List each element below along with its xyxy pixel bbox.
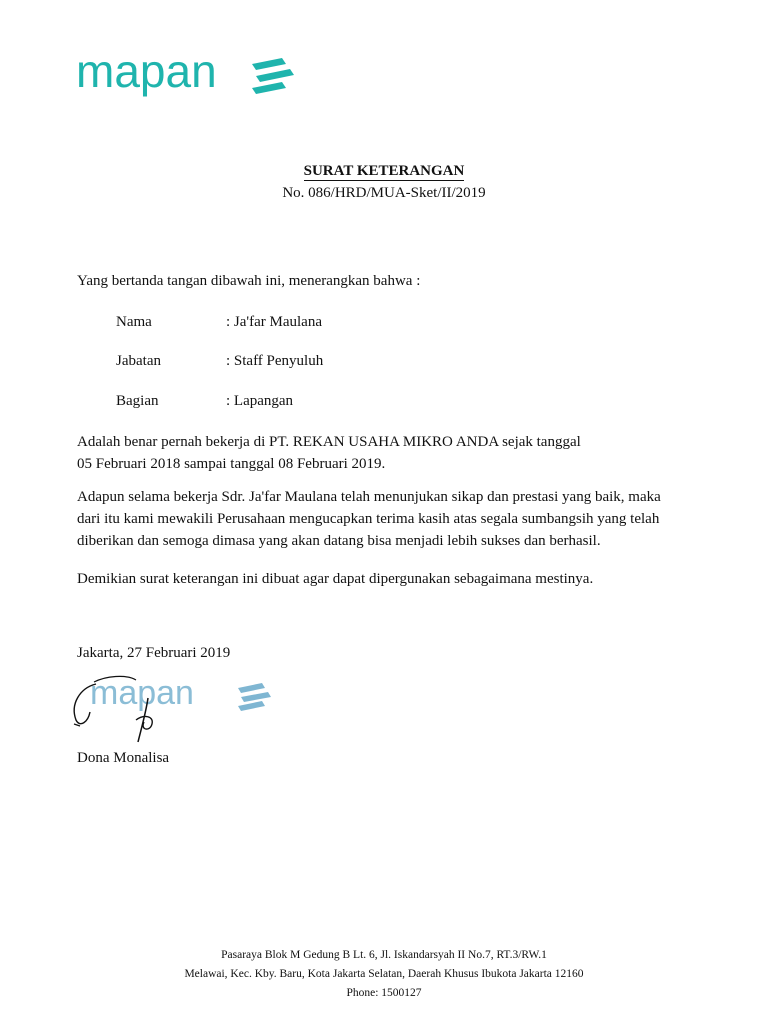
paragraph-line: 05 Februari 2018 sampai tanggal 08 Februari 2019. (77, 456, 386, 472)
letter-title (0, 163, 768, 180)
detail-value: : Lapangan (226, 393, 294, 409)
letter-title-text: SURAT KETERANGAN (303, 163, 465, 179)
stamp-wordmark: mapan (90, 674, 194, 712)
company-logo (76, 44, 306, 104)
paragraph-line: Adapun selama bekerja Sdr. Ja'far Maulana telah menunjukan sikap dan prestasi yang baik, maka (77, 489, 661, 505)
detail-label: Bagian (116, 393, 159, 409)
company-address-footer (0, 946, 768, 1003)
intro-text: Yang bertanda tangan dibawah ini, menerangkan bahwa : (77, 273, 421, 289)
detail-value: : Staff Penyuluh (226, 353, 324, 369)
paragraph-line: Adalah benar pernah bekerja di PT. REKAN USAHA MIKRO ANDA sejak tanggal (77, 434, 581, 450)
footer-address-line: Melawai, Kec. Kby. Baru, Kota Jakarta Selatan, Daerah Khusus Ibukota Jakarta 12160 (184, 968, 584, 980)
detail-value: : Ja'far Maulana (226, 314, 322, 330)
detail-label: Nama (116, 314, 152, 330)
place-date: Jakarta, 27 Februari 2019 (77, 645, 231, 661)
letter-number: No. 086/HRD/MUA-Sket/II/2019 (282, 185, 486, 201)
logo-mark-icon (246, 56, 298, 96)
detail-label: Jabatan (116, 353, 161, 369)
footer-phone: Phone: 1500127 (346, 987, 422, 999)
signature-stamp (66, 668, 286, 748)
signatory-name: Dona Monalisa (77, 750, 170, 766)
handwritten-signature-icon (66, 668, 186, 748)
footer-address-line: Pasaraya Blok M Gedung B Lt. 6, Jl. Iskandarsyah II No.7, RT.3/RW.1 (221, 949, 547, 961)
employment-paragraph (77, 431, 581, 475)
stamp-logo-mark-icon (234, 682, 274, 712)
logo-wordmark: mapan (76, 45, 217, 97)
paragraph-line: diberikan dan semoga dimasa yang akan datang bisa menjadi lebih sukses dan berhasil. (77, 533, 601, 549)
appreciation-paragraph (77, 486, 661, 552)
paragraph-line: dari itu kami mewakili Perusahaan mengucapkan terima kasih atas segala sumbangsih yang telah (77, 511, 660, 527)
closing-paragraph: Demikian surat keterangan ini dibuat agar dapat dipergunakan sebagaimana mestinya. (77, 571, 594, 587)
